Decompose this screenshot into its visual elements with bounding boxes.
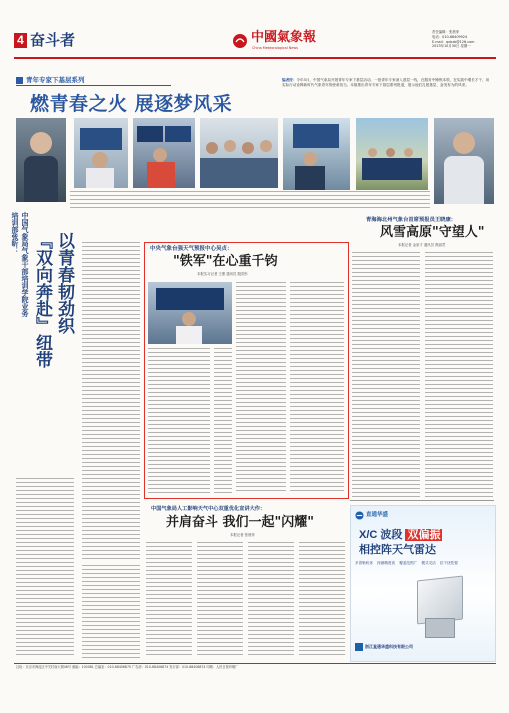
left-story-title-main: 以青春韧劲织 [54, 232, 74, 334]
ad-headline-1 [359, 528, 442, 542]
right-story-body-col1 [352, 252, 420, 497]
ad-panel [350, 505, 496, 662]
right-story-kicker: 青海海北州气象台首席预报员王晓康： [366, 217, 457, 223]
center-story-photo [148, 282, 232, 344]
ad-headline-1-text: X/C 波段 [359, 529, 403, 541]
ad-brand-logo-icon [355, 511, 364, 520]
ad-feature: 探测精度高 [377, 561, 396, 565]
radar-device-image [407, 578, 473, 636]
photo-group-meeting [200, 118, 278, 188]
center-story-kicker: 中央气象台强天气预报中心吴贞： [150, 246, 233, 252]
bottom-story-body-col3 [248, 542, 294, 658]
bottom-story-kicker: 中国气象局人工影响天气中心双重优化宣讲大作： [151, 506, 266, 512]
photo-forecaster-desk [74, 118, 128, 188]
photo-portrait-left [16, 118, 66, 202]
bottom-story-body-col4 [299, 542, 345, 658]
footer-text: 社址：北京市海淀区中关村南大街46号 邮编：100081 总编室：010-68406875 广告部：010-68406874 发行部：010-68406874 印刷：人民日报印刷厂 [16, 665, 239, 669]
hero-title: 燃青春之火 展逐梦风采 [30, 93, 233, 115]
series-banner [16, 76, 171, 86]
ad-feature: 模式灵活 [421, 561, 436, 565]
photo-captions-text [70, 191, 430, 211]
left-story-title [31, 232, 75, 472]
center-story-body-col2 [236, 282, 286, 494]
center-story-body-col1b [214, 348, 232, 494]
footer-rule [14, 663, 496, 664]
left-story-title-sub: 『双向奔赴』纽带 [32, 232, 52, 368]
center-story-byline: 本报实习记者 王蕾 通讯员 殷若彤 [197, 272, 248, 276]
ad-features [355, 560, 491, 566]
left-story-kicker: 中国气象局气象干部培训学院业务培训部张昕： [11, 212, 29, 317]
left-story-body-col3 [82, 565, 140, 658]
editor-note [282, 78, 492, 110]
bottom-story-body-col2 [197, 542, 243, 658]
bottom-story-title: 并肩奋斗 我们一起"闪耀" [166, 515, 315, 530]
ad-company-logo-icon [355, 643, 363, 651]
photo-computer-room [133, 118, 195, 188]
photo-portrait-right [434, 118, 494, 204]
ad-feature: 覆盖范围广 [399, 561, 418, 565]
editor-note-text: 今年3月，中国气象局开展青年专家下基层活动，一批青年专家深入基层一线，在服务中锤炼本领，在实践中增长才干，用实际行动诠释新时代气象青年的使命担当。本版推出青年专家下基层系列报道，展示他们扎根基层、奋发有为的风采。 [282, 78, 490, 87]
bottom-story-byline: 本报记者 张晨菲 [230, 533, 255, 537]
ad-brand-name: 直通华盛 [366, 512, 389, 518]
issue-info [432, 30, 494, 49]
logo-emblem-icon [232, 33, 248, 49]
ad-company-name: 浙江直通华盛科技有限公司 [365, 644, 413, 649]
issue-date: 2023年10月30日 星期一 [432, 44, 471, 49]
series-marker [16, 77, 23, 84]
issue-editor: 责任编辑：张晨菲 [432, 30, 460, 34]
logo-text: 中國氣象報 [251, 30, 317, 45]
center-story-body-col3 [290, 282, 344, 494]
right-story-title: 风雪高原"守望人" [380, 225, 485, 240]
right-story-byline: 本报记者 金泉才 通讯员 焦丽君 [398, 243, 446, 247]
ad-feature: 抗干扰性强 [439, 561, 458, 565]
photo-field-work [283, 118, 350, 190]
section-title: 奋斗者 [30, 31, 76, 49]
ad-company [355, 642, 491, 658]
logo-en: China Meteorological News [252, 46, 298, 50]
ad-headline-1-badge: 双偏振 [407, 529, 441, 541]
right-story-body-col2 [425, 252, 493, 497]
issue-email: E-mail：qxbzb@126.com [432, 39, 475, 44]
series-label: 青年专家下基层系列 [26, 76, 85, 84]
logo [232, 30, 327, 54]
page-number-badge [14, 33, 27, 48]
left-story-body-col2 [16, 478, 74, 658]
center-story-body-col1 [148, 348, 210, 494]
ad-headline-2: 相控阵天气雷达 [359, 543, 436, 556]
issue-phone: 电话：010-68409924 [432, 34, 468, 39]
photo-team-outdoor [356, 118, 428, 190]
masthead [14, 30, 494, 56]
bottom-story-body-col1 [146, 542, 192, 658]
center-story-title: "铁军"在心重千钧 [173, 254, 278, 269]
ad-feature: 多普勒机体 [355, 561, 373, 565]
right-story-rule [350, 500, 494, 501]
masthead-rule [14, 57, 496, 59]
editor-note-label: 编者按： [282, 78, 297, 82]
page-number: 4 [17, 33, 24, 47]
left-story-body-col1 [82, 242, 140, 560]
